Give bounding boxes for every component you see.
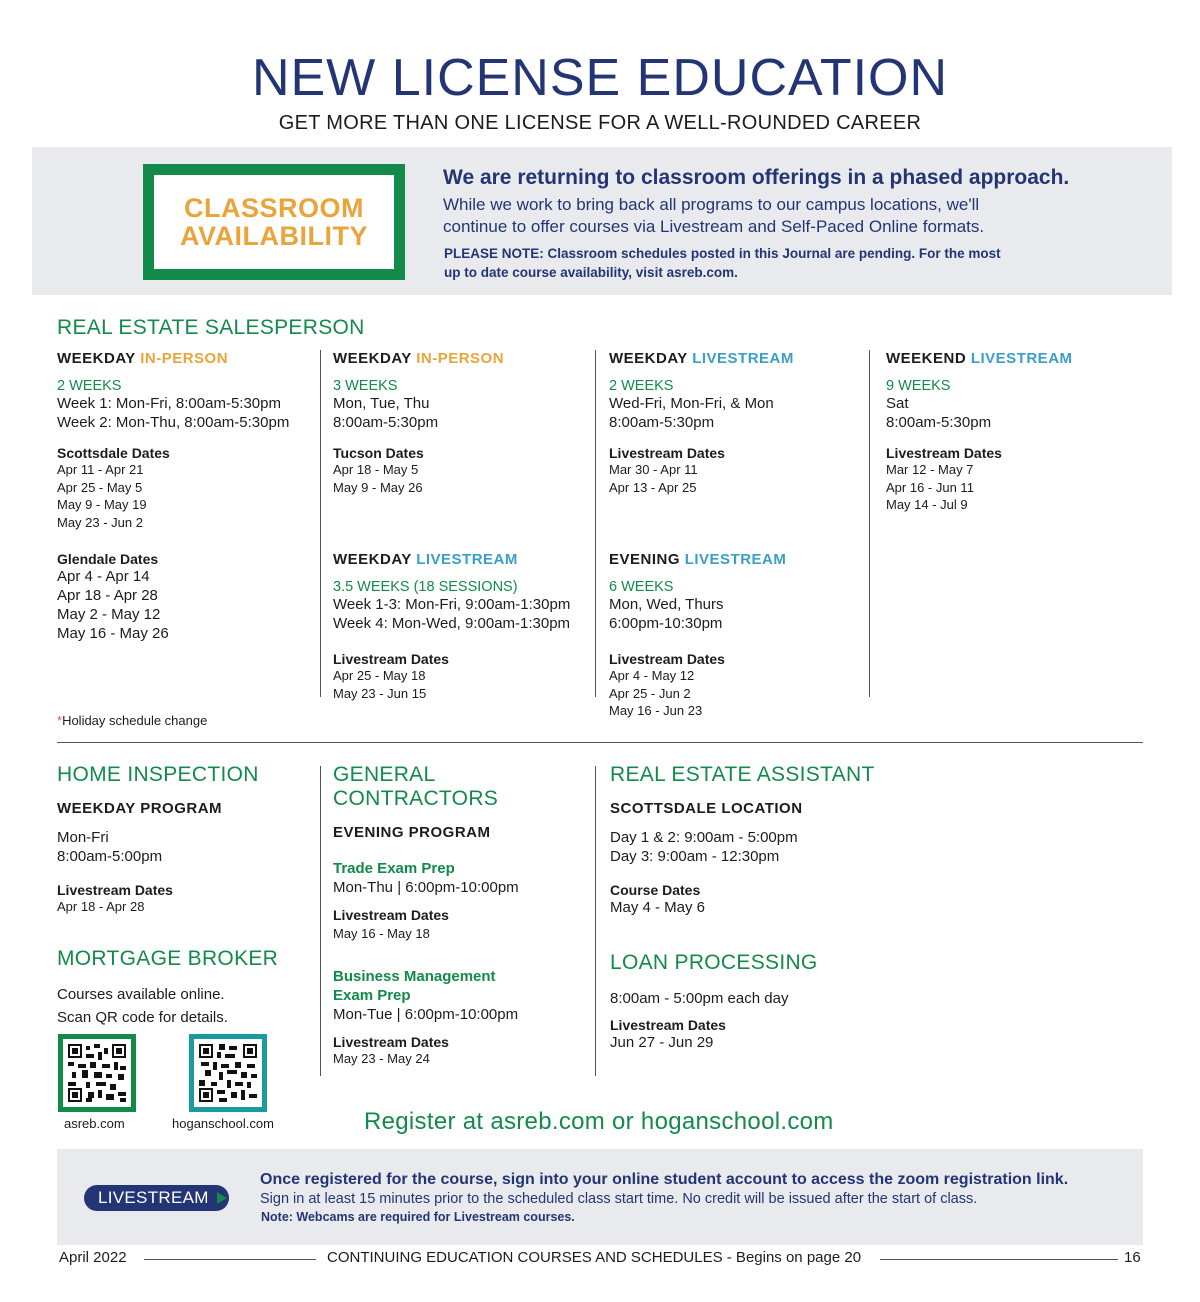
col-3b-heading: [609, 551, 869, 568]
col-2-heading-prefix: WEEKDAY: [333, 350, 412, 367]
col-2-line-1: Mon, Tue, Thu: [333, 395, 430, 412]
play-icon: [217, 1192, 227, 1204]
footer-date: April 2022: [59, 1249, 127, 1266]
col-2b-line-1: Week 1-3: Mon-Fri, 9:00am-1:30pm: [333, 596, 571, 613]
assistant-line-1: Day 1 & 2: 9:00am - 5:00pm: [610, 829, 798, 846]
footer-center: CONTINUING EDUCATION COURSES AND SCHEDULES - Begins on page 20: [327, 1249, 862, 1266]
col-2b-heading-mode: LIVESTREAM: [416, 551, 518, 568]
col-3b-line-2: 6:00pm-10:30pm: [609, 615, 723, 632]
home-inspection-dates-title: Livestream Dates: [57, 882, 173, 898]
livestream-note: Note: Webcams are required for Livestream courses.: [261, 1210, 575, 1224]
salesperson-col-3: [609, 350, 869, 496]
column-divider: [595, 766, 596, 1076]
col-3b-weeks: 6 WEEKS: [609, 579, 674, 595]
col-1-line-2: Week 2: Mon-Thu, 8:00am-5:30pm: [57, 414, 290, 431]
mortgage-line-1: Courses available online.: [57, 986, 225, 1003]
qr-code-hoganschool[interactable]: [189, 1034, 267, 1112]
trade-exam-prep-time: Mon-Thu | 6:00pm-10:00pm: [333, 879, 519, 896]
contractors-program: EVENING PROGRAM: [333, 824, 491, 841]
col-4-line-1: Sat: [886, 395, 909, 412]
col-3b-date-1: Apr 4 - May 12: [609, 668, 695, 683]
livestream-badge: [84, 1185, 229, 1211]
banner-heading: We are returning to classroom offerings in a phased approach.: [443, 166, 1070, 189]
col-2b-dates-title: Livestream Dates: [333, 651, 449, 667]
col-2b-date-2: May 23 - Jun 15: [333, 685, 427, 701]
qr-code-asreb[interactable]: [58, 1034, 136, 1112]
col-1-date-2: Apr 25 - May 5: [57, 479, 143, 495]
salesperson-col-1: [57, 350, 317, 643]
loan-dates: Jun 27 - Jun 29: [610, 1034, 714, 1051]
col-4-dates-title: Livestream Dates: [886, 445, 1002, 461]
business-mgmt-title-1: Business Management: [333, 967, 496, 985]
col-4-heading-prefix: WEEKEND: [886, 350, 967, 367]
livestream-heading: Once registered for the course, sign into your online student account to access the zoom registration link.: [260, 1171, 1069, 1188]
banner-note-line-1: PLEASE NOTE: Classroom schedules posted in this Journal are pending. For the most: [444, 246, 1001, 261]
loan-line-1: 8:00am - 5:00pm each day: [610, 990, 789, 1007]
col-3b-dates-title: Livestream Dates: [609, 651, 725, 667]
col-3-weeks: 2 WEEKS: [609, 378, 674, 394]
qr-code-icon: [68, 1044, 126, 1102]
col-4-date-3: May 14 - Jul 9: [886, 497, 968, 512]
col-4-date-1: Mar 12 - May 7: [886, 462, 974, 477]
mortgage-section: [57, 947, 317, 1027]
section-divider: [57, 742, 1143, 743]
col-2-heading: [333, 350, 593, 367]
banner-note: [444, 244, 1084, 282]
col-3b-date-2: Apr 25 - Jun 2: [609, 685, 691, 701]
business-mgmt-dates-title: Livestream Dates: [333, 1033, 449, 1050]
col-3-date-1: Mar 30 - Apr 11: [609, 462, 698, 477]
col-1-heading-prefix: WEEKDAY: [57, 350, 136, 367]
assistant-line-2: Day 3: 9:00am - 12:30pm: [610, 848, 780, 865]
assistant-dates: May 4 - May 6: [610, 899, 706, 916]
col-3-heading: [609, 350, 869, 367]
home-inspection-program: WEEKDAY PROGRAM: [57, 800, 223, 817]
page-subtitle: GET MORE THAN ONE LICENSE FOR A WELL-ROUNDED CAREER: [278, 112, 922, 134]
col-3b-heading-mode: LIVESTREAM: [684, 551, 787, 568]
trade-exam-prep-dates-title: Livestream Dates: [333, 907, 449, 923]
col-2b-heading-prefix: WEEKDAY: [333, 551, 412, 568]
col-3-line-1: Wed-Fri, Mon-Fri, & Mon: [609, 395, 774, 412]
salesperson-col-4: [886, 350, 1156, 514]
col-3b-heading-prefix: EVENING: [609, 551, 681, 568]
salesperson-col-2b: [333, 551, 593, 702]
col-3b-date-3: May 16 - Jun 23: [609, 703, 703, 718]
qr-label-hoganschool: hoganschool.com: [172, 1116, 274, 1131]
col-2b-weeks: 3.5 WEEKS (18 SESSIONS): [333, 579, 518, 595]
col-3-line-2: 8:00am-5:30pm: [609, 414, 715, 431]
livestream-badge-label: LIVESTREAM: [98, 1188, 209, 1207]
banner-paragraph-line-1: While we work to bring back all programs to our campus locations, we'll: [443, 195, 980, 214]
col-1-date2-3: May 2 - May 12: [57, 606, 161, 623]
banner-paragraph: [443, 194, 1083, 238]
page-number: 16: [1124, 1249, 1141, 1266]
section-title-salesperson: REAL ESTATE SALESPERSON: [57, 316, 365, 339]
section-title-contractors: GENERAL CONTRACTORS: [333, 763, 499, 810]
col-1-date2-2: Apr 18 - Apr 28: [57, 587, 158, 604]
col-1-date-1: Apr 11 - Apr 21: [57, 462, 144, 477]
col-2-weeks: 3 WEEKS: [333, 378, 398, 394]
col-1-date-3: May 9 - May 19: [57, 497, 147, 512]
trade-exam-prep-dates: May 16 - May 18: [333, 926, 430, 941]
col-3-dates-title: Livestream Dates: [609, 445, 725, 461]
col-2b-date-1: Apr 25 - May 18: [333, 668, 426, 683]
col-2b-heading: [333, 551, 593, 568]
salesperson-col-3b: [609, 551, 869, 720]
livestream-paragraph: Sign in at least 15 minutes prior to the scheduled class start time. No credit will be issued after the start of class.: [260, 1191, 978, 1207]
loan-dates-title: Livestream Dates: [610, 1017, 726, 1033]
business-mgmt-dates: May 23 - May 24: [333, 1050, 430, 1066]
col-2b-line-2: Week 4: Mon-Wed, 9:00am-1:30pm: [333, 615, 571, 632]
section-title-home-inspection: HOME INSPECTION: [57, 763, 259, 786]
home-inspection-dates: Apr 18 - Apr 28: [57, 899, 145, 914]
banner-paragraph-line-2: continue to offer courses via Livestream and Self-Paced Online formats.: [443, 217, 985, 236]
salesperson-col-2: [333, 350, 593, 496]
section-title-assistant: REAL ESTATE ASSISTANT: [610, 763, 875, 786]
qr-code-icon: [199, 1044, 257, 1102]
assistant-dates-title: Course Dates: [610, 882, 701, 898]
loan-section: [610, 951, 910, 1052]
column-divider: [320, 766, 321, 1076]
column-divider: [869, 350, 870, 697]
col-1-date2-1: Apr 4 - Apr 14: [57, 568, 150, 585]
column-divider: [320, 350, 321, 697]
home-inspection-section: [57, 763, 317, 916]
col-3b-line-1: Mon, Wed, Thurs: [609, 596, 724, 613]
col-2-heading-mode: IN-PERSON: [416, 350, 505, 367]
col-1-heading-mode: IN-PERSON: [140, 350, 229, 367]
section-title-mortgage: MORTGAGE BROKER: [57, 947, 279, 970]
col-4-weeks: 9 WEEKS: [886, 378, 951, 394]
col-3-heading-prefix: WEEKDAY: [609, 350, 688, 367]
column-divider: [595, 350, 596, 697]
col-2-date-1: Apr 18 - May 5: [333, 462, 419, 477]
col-1-dates2-title: Glendale Dates: [57, 551, 159, 567]
col-4-heading-mode: LIVESTREAM: [970, 350, 1073, 367]
footer-rule: [144, 1259, 316, 1260]
col-2-dates-title: Tucson Dates: [333, 445, 424, 461]
col-2-date-2: May 9 - May 26: [333, 479, 423, 495]
banner-note-line-2: up to date course availability, visit asreb.com.: [444, 265, 738, 280]
trade-exam-prep-title: Trade Exam Prep: [333, 860, 455, 877]
col-2-line-2: 8:00am-5:30pm: [333, 414, 439, 431]
assistant-location: SCOTTSDALE LOCATION: [610, 800, 803, 817]
col-1-line-1: Week 1: Mon-Fri, 8:00am-5:30pm: [57, 395, 281, 412]
col-3-date-2: Apr 13 - Apr 25: [609, 479, 697, 495]
col-1-date-4: May 23 - Jun 2: [57, 514, 143, 530]
classroom-availability-badge: [143, 164, 405, 280]
col-4-date-2: Apr 16 - Jun 11: [886, 479, 974, 495]
col-1-date2-4: May 16 - May 26: [57, 625, 169, 642]
col-4-line-2: 8:00am-5:30pm: [886, 414, 992, 431]
footnote-text: Holiday schedule change: [62, 713, 208, 728]
col-4-heading: [886, 350, 1156, 367]
mortgage-line-2: Scan QR code for details.: [57, 1009, 228, 1026]
col-1-dates-title: Scottsdale Dates: [57, 445, 170, 461]
home-inspection-line-1: Mon-Fri: [57, 829, 109, 846]
register-text: Register at asreb.com or hoganschool.com: [364, 1108, 834, 1135]
assistant-section: [610, 763, 910, 917]
col-3-heading-mode: LIVESTREAM: [692, 350, 794, 367]
col-1-heading: [57, 350, 317, 367]
footer-rule: [880, 1259, 1118, 1260]
col-1-weeks: 2 WEEKS: [57, 378, 122, 394]
page-title: NEW LICENSE EDUCATION: [251, 49, 949, 107]
contractors-section: [333, 763, 595, 1067]
section-title-loan: LOAN PROCESSING: [610, 951, 818, 974]
qr-label-asreb: asreb.com: [64, 1116, 125, 1131]
badge-line-1: CLASSROOM: [184, 193, 364, 223]
business-mgmt-title-2: Exam Prep: [333, 986, 411, 1004]
holiday-footnote: [57, 712, 207, 730]
footnote-mark: *: [57, 713, 63, 728]
home-inspection-line-2: 8:00am-5:00pm: [57, 848, 163, 865]
business-mgmt-time: Mon-Tue | 6:00pm-10:00pm: [333, 1005, 519, 1023]
badge-line-2: AVAILABILITY: [180, 221, 368, 251]
